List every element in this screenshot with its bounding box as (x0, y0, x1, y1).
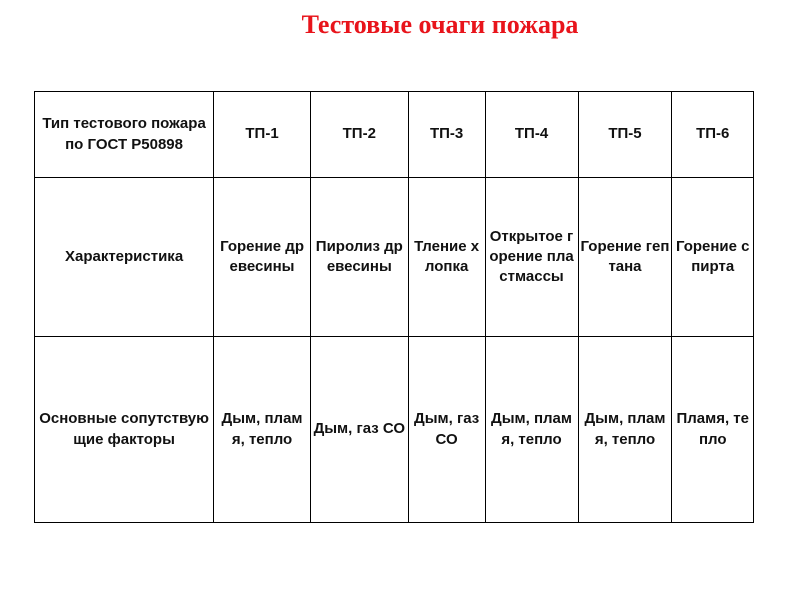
table-cell: Горение спирта (672, 178, 754, 337)
table-cell: Пламя, тепло (672, 337, 754, 523)
table-header-row (35, 92, 754, 178)
table-cell: Дым, газ СО (408, 337, 485, 523)
table-cell: Открытое горение пластмассы (485, 178, 578, 337)
table-cell: Дым, пламя, тепло (578, 337, 672, 523)
table-cell: Горение древесины (214, 178, 311, 337)
table-cell: Пиролиз древесины (310, 178, 408, 337)
header-col-cell: ТП-1 (214, 92, 311, 178)
header-col-cell: ТП-5 (578, 92, 672, 178)
header-col-cell: ТП-6 (672, 92, 754, 178)
table-row (35, 337, 754, 523)
table-cell: Тление хлопка (408, 178, 485, 337)
table-cell: Дым, газ СО (310, 337, 408, 523)
header-col-cell: ТП-4 (485, 92, 578, 178)
row-label-cell: Основные сопутствующие факторы (35, 337, 214, 523)
header-col-cell: ТП-2 (310, 92, 408, 178)
header-label-cell: Тип тестового пожара по ГОСТ Р50898 (35, 92, 214, 178)
table-cell: Дым, пламя, тепло (214, 337, 311, 523)
table-cell: Горение гептана (578, 178, 672, 337)
table-cell: Дым, пламя, тепло (485, 337, 578, 523)
fire-tests-table (34, 91, 754, 523)
table-row (35, 178, 754, 337)
row-label-cell: Характеристика (35, 178, 214, 337)
page-title: Тестовые очаги пожара (301, 10, 579, 39)
header-col-cell: ТП-3 (408, 92, 485, 178)
